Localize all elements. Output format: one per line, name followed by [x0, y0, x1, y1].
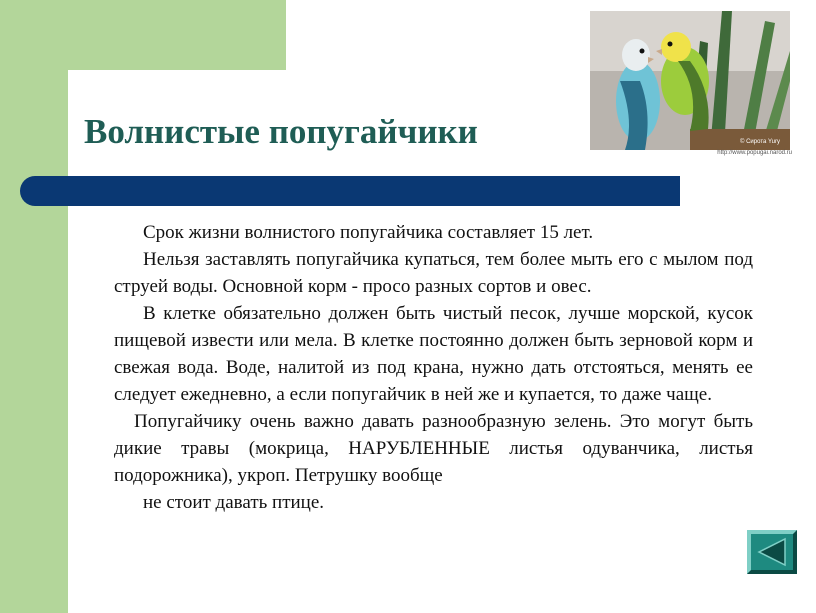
slide-title: Волнистые попугайчики — [84, 112, 478, 151]
paragraph-parsley: не стоит давать птице. — [143, 492, 325, 513]
photo-url-caption: http://www.popugai.narod.ru — [717, 150, 792, 156]
triangle-left-icon — [751, 534, 793, 570]
paragraph-cage: В клетке обязательно должен быть чистый песок, лучше морской, кусок пищевой извести или мела. В клетке постоянно должен быть зерновой корм и свежая вода. Воде, налитой из под крана, нужно дать отстояться, менять ее следует ежедневно, а если попугайчик в ней же и купается, то даже чаще. — [114, 303, 753, 405]
budgerigars-photo — [590, 11, 790, 150]
paragraph-bathing: Нельзя заставлять попугайчика купаться, тем более мыть его с мылом под струей воды. Основной корм - просо разных сортов и овес. — [114, 249, 753, 297]
paragraph-lifespan: Срок жизни волнистого попугайчика составляет 15 лет. — [143, 222, 594, 243]
paragraph-greens: Попугайчику очень важно давать разнообразную зелень. Это могут быть дикие травы (мокрица, НАРУБЛЕННЫЕ листья одуванчика, листья подорожника), укроп. Петрушку вообще — [114, 411, 753, 486]
photo-copyright-text: © Сирота Yury — [740, 139, 781, 145]
green-side-strip — [0, 0, 68, 613]
body-text — [114, 219, 753, 516]
back-button[interactable] — [747, 530, 797, 574]
title-rule-bar — [20, 176, 680, 206]
